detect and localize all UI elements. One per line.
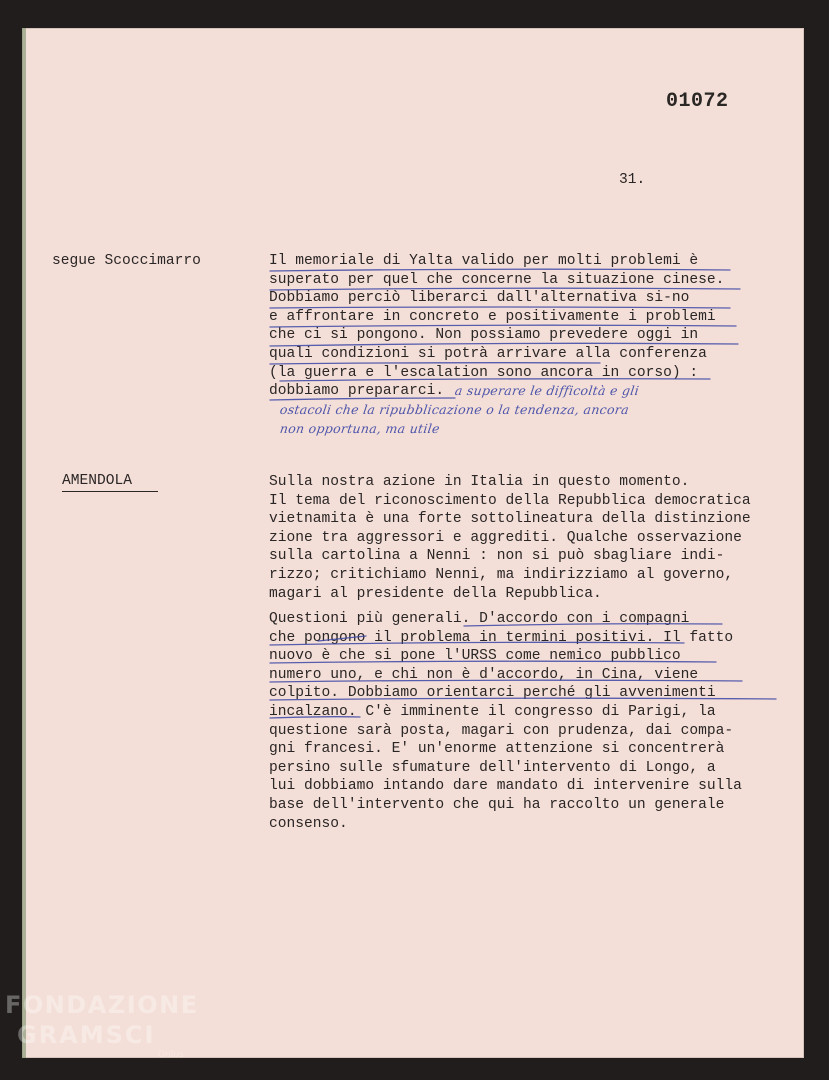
speaker-underline <box>62 491 158 492</box>
text-line: dobbiamo prepararci. <box>269 383 445 400</box>
text-line: base dell'intervento che qui ha raccolto un generale <box>269 796 725 813</box>
text-line: Il memoriale di Yalta valido per molti problemi è <box>269 253 699 269</box>
scoccimarro-paragraph <box>269 252 724 401</box>
text-line: Questioni più generali. D'accordo con i compagni <box>269 611 690 627</box>
handwritten-note-line: ostacoli che la ripubblicazione o la tendenza, ancora <box>278 402 631 417</box>
text-line: superato per quel che concerne la situazione cinese. <box>269 271 725 288</box>
text-line: incalzano. C'è imminente il congresso di Parigi, la <box>269 703 716 720</box>
text-line: che pongono il problema in termini positivi. Il fatto <box>269 629 734 646</box>
text-line: gni francesi. E' un'enorme attenzione si concentrerà <box>269 741 725 758</box>
amendola-paragraph-1 <box>269 473 751 603</box>
text-line: questione sarà posta, magari con prudenza, dai compa- <box>269 722 734 739</box>
fondazione-gramsci-logo <box>5 990 199 1050</box>
text-line: quali condizioni si potrà arrivare alla conferenza <box>269 345 707 362</box>
text-line: (la guerra e l'escalation sono ancora in corso) : <box>269 364 699 381</box>
text-line: colpito. Dobbiamo orientarci perché gli avvenimenti <box>269 685 716 702</box>
text-line: numero uno, e chi non è d'accordo, in Cina, viene <box>269 666 699 683</box>
text-line: lui dobbiamo intando dare mandato di intervenire sulla <box>269 778 742 795</box>
text-line: magari al presidente della Repubblica. <box>269 585 602 602</box>
text-line: nuovo è che si pone l'URSS come nemico pubblico <box>269 648 681 665</box>
text-line: rizzo; critichiamo Nenni, ma indirizziamo al governo, <box>269 566 734 583</box>
watermark-line: FONDAZIONE <box>5 991 199 1019</box>
speaker-label-scoccimarro: segue Scoccimarro <box>52 253 201 269</box>
handwritten-note-line: non opportuna, ma utile <box>278 421 441 436</box>
page-binding-edge <box>22 28 26 1058</box>
text-line: Dobbiamo perciò liberarci dall'alternativa si-no <box>269 290 690 307</box>
text-line: e affrontare in concreto e positivamente i problemi <box>269 308 716 325</box>
text-line: consenso. <box>269 815 348 832</box>
watermark-onlus: Onlus <box>158 1050 184 1060</box>
text-line: che ci si pongono. Non possiamo prevedere oggi in <box>269 327 699 344</box>
text-line: zione tra aggressori e aggrediti. Qualche osservazione <box>269 529 742 546</box>
amendola-paragraph-2 <box>269 610 742 833</box>
text-line: persino sulle sfumature dell'intervento di Longo, a <box>269 759 716 776</box>
handwritten-note-line: a superare le difficoltà e gli <box>453 383 641 398</box>
page-number: 31. <box>619 172 646 188</box>
speaker-label-amendola: AMENDOLA <box>62 473 133 489</box>
text-line: vietnamita è una forte sottolineatura della distinzione <box>269 511 751 528</box>
watermark-line: GRAMSCI <box>17 1021 156 1049</box>
text-line: sulla cartolina a Nenni : non si può sbagliare indi- <box>269 548 725 565</box>
text-line: Il tema del riconoscimento della Repubblica democratica <box>269 492 751 509</box>
document-number: 01072 <box>666 90 729 113</box>
text-line: Sulla nostra azione in Italia in questo momento. <box>269 474 690 490</box>
